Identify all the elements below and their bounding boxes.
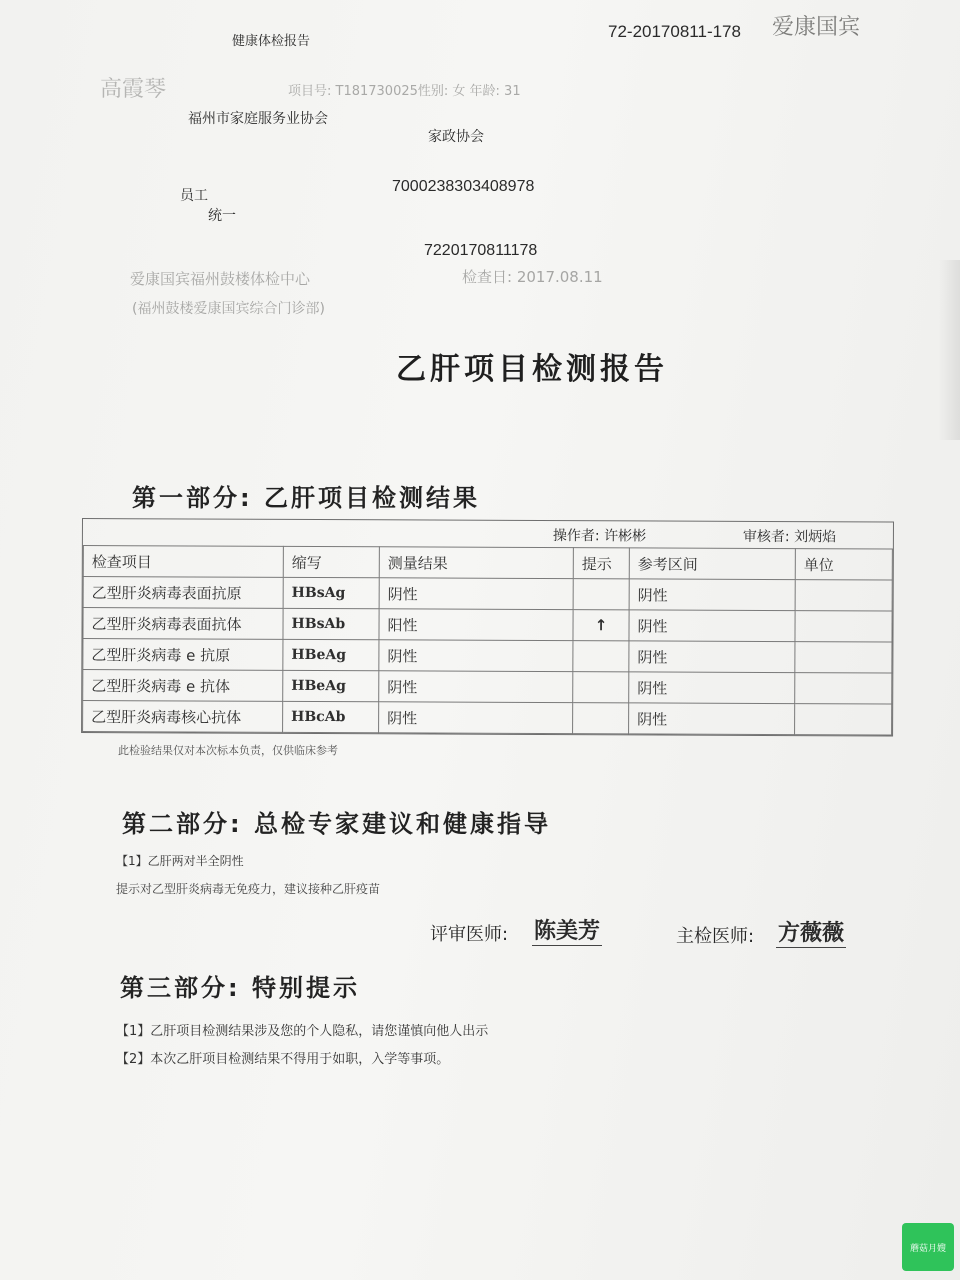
- cell-flag: [573, 672, 629, 703]
- special-note-2: 【2】本次乙肝项目检测结果不得用于如职，入学等事项。: [116, 1052, 450, 1067]
- col-item: 检查项目: [83, 546, 283, 578]
- col-unit: 单位: [795, 549, 892, 580]
- exam-date: 检查日: 2017.08.11: [462, 268, 603, 286]
- org-subname: 家政协会: [428, 129, 484, 145]
- cell-reference: 阴性: [629, 672, 795, 704]
- cell-result: 阴性: [379, 640, 573, 672]
- col-flag: 提示: [573, 548, 629, 579]
- part2-heading: 第二部分: 总检专家建议和健康指导: [122, 810, 551, 838]
- chief-doctor-signature: 方薇薇: [776, 916, 846, 948]
- unified-label: 统一: [208, 208, 236, 224]
- part1-heading: 第一部分: 乙肝项目检测结果: [132, 484, 480, 512]
- barcode-number: 7220170811178: [424, 242, 538, 259]
- cell-reference: 阴性: [629, 610, 795, 642]
- cell-abbr: HBcAb: [283, 701, 379, 732]
- cell-result: 阴性: [379, 578, 573, 610]
- table-row: [83, 670, 892, 705]
- employee-number: 7000238303408978: [392, 178, 535, 195]
- table-header-row: [83, 546, 892, 581]
- chief-doctor-label: 主检医师:: [676, 926, 755, 947]
- cell-result: 阳性: [379, 609, 573, 641]
- project-line: 项目号: T181730025性别: 女 年龄: 31: [288, 84, 521, 99]
- app-watermark-badge[interactable]: [902, 1223, 954, 1271]
- cell-flag: [573, 641, 629, 672]
- cell-reference: 阴性: [629, 703, 795, 735]
- cell-item: 乙型肝炎病毒表面抗体: [83, 608, 283, 640]
- advice-item: 【1】乙肝两对半全阴性: [116, 854, 244, 868]
- paper-edge-shadow: [938, 260, 960, 440]
- table-row: [83, 701, 892, 736]
- cell-reference: 阴性: [629, 579, 795, 611]
- cell-unit: [795, 673, 892, 704]
- operator: 操作者: 许彬彬: [552, 528, 647, 545]
- cell-item: 乙型肝炎病毒核心抗体: [83, 701, 283, 733]
- table-row: [83, 639, 892, 674]
- cell-reference: 阴性: [629, 641, 795, 673]
- reviewer-doctor-label: 评审医师:: [430, 924, 509, 945]
- part3-heading: 第三部分: 特别提示: [120, 974, 360, 1002]
- employee-label: 员工: [180, 188, 208, 204]
- patient-name: 高霞琴: [100, 77, 167, 102]
- table-meta-row: [83, 519, 893, 549]
- org-name: 福州市家庭服务业协会: [188, 111, 328, 127]
- cell-unit: [795, 580, 892, 611]
- cell-abbr: HBeAg: [283, 639, 379, 670]
- cell-unit: [795, 611, 892, 642]
- results-table: [81, 518, 894, 737]
- report-code: 72-20170811-178: [608, 22, 741, 41]
- table-row: [83, 608, 892, 643]
- report-title: 乙肝项目检测报告: [396, 352, 668, 387]
- exam-center: 爱康国宾福州鼓楼体检中心: [130, 270, 311, 288]
- cell-result: 阴性: [379, 671, 573, 703]
- cell-unit: [795, 704, 892, 735]
- cell-item: 乙型肝炎病毒 e 抗体: [83, 670, 283, 702]
- advice-text: 提示对乙型肝炎病毒无免疫力，建议接种乙肝疫苗: [116, 882, 381, 896]
- cell-abbr: HBsAg: [283, 577, 379, 608]
- brand-name: 爱康国宾: [772, 15, 861, 40]
- cell-unit: [795, 642, 892, 673]
- reviewer: 审核者: 刘炳焰: [742, 528, 837, 546]
- cell-item: 乙型肝炎病毒表面抗原: [83, 577, 283, 609]
- results-grid: [82, 545, 893, 736]
- cell-flag: [573, 579, 629, 610]
- special-note-1: 【1】乙肝项目检测结果涉及您的个人隐私，请您谨慎向他人出示: [116, 1024, 489, 1039]
- table-footnote: 此检验结果仅对本次标本负责，仅供临床参考: [118, 744, 338, 757]
- reviewer-doctor-signature: 陈美芳: [532, 914, 602, 946]
- col-reference: 参考区间: [629, 548, 795, 580]
- cell-abbr: HBeAg: [283, 670, 379, 701]
- table-row: [83, 577, 892, 612]
- app-watermark-label: 蘑菇月嫂: [909, 1243, 946, 1254]
- cell-item: 乙型肝炎病毒 e 抗原: [83, 639, 283, 671]
- cell-abbr: HBsAb: [283, 608, 379, 639]
- clinic-name: (福州鼓楼爱康国宾综合门诊部): [132, 301, 325, 317]
- cell-flag: [573, 703, 629, 734]
- cell-result: 阴性: [379, 702, 573, 734]
- col-result: 测量结果: [379, 547, 573, 579]
- doc-type: 健康体检报告: [232, 34, 311, 49]
- col-abbr: 缩写: [283, 546, 379, 577]
- cell-flag: ↑: [573, 610, 629, 641]
